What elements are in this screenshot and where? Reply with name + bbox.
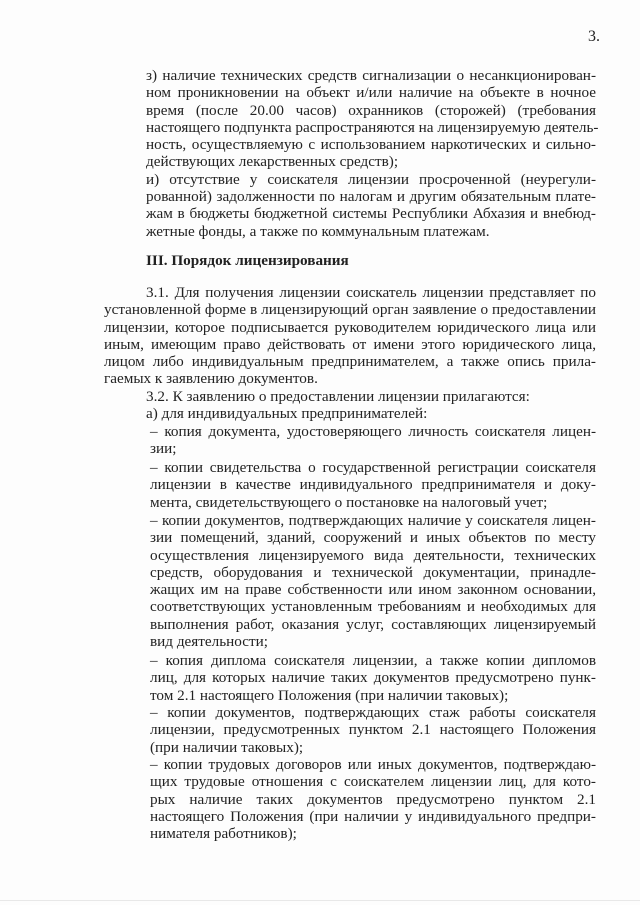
- text-line: время (после 20.00 часов) охранников (сторожей) (требования: [146, 101, 596, 119]
- page-number: 3.: [588, 28, 600, 45]
- text-line: осуществления лицензируемого вида деятельности, технических: [150, 546, 596, 564]
- text-line: зии;: [150, 440, 177, 458]
- text-line: щих трудовые отношения с соискателем лицензии лиц, для кото-: [150, 773, 596, 791]
- list-item: [150, 423, 596, 458]
- text-line: и) отсутствие у соискателя лицензии просроченной (неурегули-: [146, 170, 596, 188]
- text-line: зии помещений, зданий, сооружений и иных объектов по месту: [150, 529, 596, 547]
- text-line: лицом либо индивидуальным предпринимателем, а также опись прила-: [104, 353, 596, 371]
- text-line: (при наличии таковых);: [150, 738, 304, 756]
- text-line: ность, осуществляемую с использованием наркотических и сильно-: [146, 136, 596, 154]
- text-line: – копия диплома соискателя лицензии, а также копии дипломов: [150, 652, 596, 669]
- text-line: том 2.1 настоящего Положения (при наличии таковых);: [150, 686, 509, 704]
- text-line: жащих им на праве собственности или ином законном основании,: [150, 581, 596, 599]
- text-line: настоящего Положения (при наличии у индивидуального предпри-: [150, 807, 596, 825]
- text-line: средств, оборудования и технической документации, принадле-: [150, 563, 596, 581]
- scan-edge: [0, 900, 640, 901]
- text-line: – копии трудовых договоров или иных документов, подтверждаю-: [150, 756, 596, 773]
- text-line: 3.2. К заявлению о предоставлении лицензии прилагаются:: [146, 388, 530, 405]
- text-line: соответствующих установленным требованиям и необходимых для: [150, 598, 596, 616]
- paragraph-3-2: [146, 388, 596, 423]
- text-line: лицензии в качестве индивидуального предпринимателя и доку-: [150, 476, 596, 494]
- section-heading: III. Порядок лицензирования: [146, 252, 349, 269]
- paragraph-3-1: [104, 284, 596, 388]
- text-line: з) наличие технических средств сигнализации о несанкционирован-: [146, 67, 596, 84]
- text-line: лицензии, предусмотренных пунктом 2.1 настоящего Положения: [150, 721, 596, 739]
- text-line: 3.1. Для получения лицензии соискатель лицензии представляет по: [146, 284, 596, 301]
- text-line: жетные фонды, а также по коммунальным платежам.: [146, 222, 490, 240]
- continuation-block: [146, 67, 599, 240]
- text-line: иным, имеющим право действовать от имени этого юридического лица,: [104, 335, 596, 353]
- text-line: нимателя работников);: [150, 825, 297, 843]
- list-item: [150, 459, 596, 511]
- text-line: – копии свидетельства о государственной регистрации соискателя: [150, 459, 596, 476]
- text-line: – копии документов, подтверждающих наличие у соискателя лицен-: [150, 512, 596, 529]
- text-line: мента, свидетельствующего о постановке на налоговый учет;: [150, 493, 548, 511]
- text-line: жам в бюджеты бюджетной системы Республики Абхазия и внебюд-: [146, 205, 596, 223]
- text-line: действующих лекарственных средств);: [146, 153, 399, 171]
- list-item: [150, 512, 596, 650]
- text-line: – копия документа, удостоверяющего личность соискателя лицен-: [150, 423, 596, 440]
- text-line: лиц, для которых наличие таких документов предусмотрено пунк-: [150, 669, 596, 687]
- text-line: вид деятельности;: [150, 633, 268, 651]
- text-line: ном проникновении на объект и/или наличие на объекте в ночное: [146, 84, 596, 102]
- text-line: гаемых к заявлению документов.: [104, 370, 318, 388]
- text-line: настоящего подпункта распространяются на лицензируемую деятель-: [146, 118, 599, 136]
- text-line: лицензии, которое подписывается руководителем юридического лица или: [104, 318, 596, 336]
- list-item: [150, 756, 596, 842]
- list-item: [150, 704, 596, 756]
- text-line: а) для индивидуальных предпринимателей:: [146, 405, 428, 423]
- text-line: – копии документов, подтверждающих стаж работы соискателя: [150, 704, 596, 721]
- text-line: рованной) задолженности по налогам и другим обязательным плате-: [146, 188, 596, 206]
- text-line: рых наличие таких документов предусмотрено пунктом 2.1: [150, 790, 596, 808]
- list-item: [150, 652, 596, 704]
- text-line: установленной форме в лицензирующий орган заявление о предоставлении: [104, 301, 596, 319]
- text-line: выполнения работ, оказания услуг, составляющих лицензируемый: [150, 615, 596, 633]
